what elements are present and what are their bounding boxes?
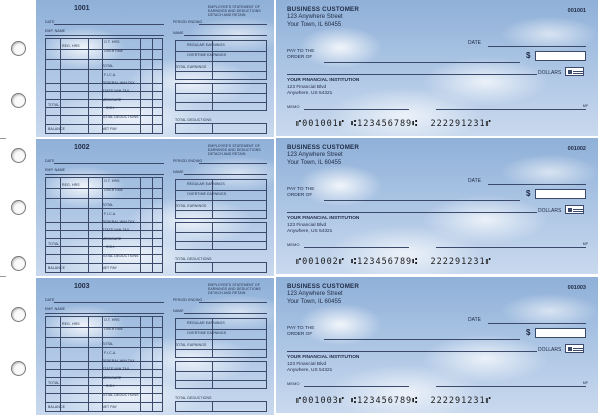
memo-line[interactable] [304, 386, 409, 387]
stub-total-deductions: TOTAL DEDUCTIONS [102, 115, 139, 119]
check-number: 001002 [567, 146, 586, 152]
stub-total-deductions-right: TOTAL DEDUCTIONS [175, 118, 212, 122]
stub-total-deductions: TOTAL DEDUCTIONS [102, 254, 139, 258]
payee-line[interactable] [324, 339, 520, 340]
customer-city: Your Town, IL 60455 [287, 160, 342, 166]
stub-sdi: S.D.I. [106, 384, 116, 388]
pay-stub [36, 139, 274, 277]
stub-date-label: DATE [45, 159, 55, 163]
stub-period-line [199, 24, 267, 25]
stub-name2-label: NAME [173, 170, 184, 174]
micr-line: ⑈001003⑈ ⑆123456789⑆ 222291231⑈ [296, 396, 492, 406]
stub-name2-line [184, 174, 267, 175]
stub-fica: F.I.C.A. [104, 212, 117, 216]
stub-federal: FEDERAL W/H TAX [102, 81, 135, 85]
stub-date-line [54, 302, 164, 303]
stub-overtime-earnings: OVERTIME EARNINGS [187, 192, 227, 196]
payee-line[interactable] [324, 200, 520, 201]
stub-total-earnings: TOTAL EARNINGS [175, 65, 207, 69]
stub-date-line [54, 24, 164, 25]
customer-city: Your Town, IL 60455 [287, 299, 342, 305]
memo-label: MEMO [287, 104, 300, 109]
stub-total-left: TOTAL [48, 381, 60, 385]
stub-right-grid-mid [175, 361, 267, 389]
date-line[interactable] [488, 323, 586, 324]
stub-sdi: S.D.I. [106, 106, 116, 110]
stub-medicare: MEDICARE [102, 237, 122, 241]
dollar-sign: $ [526, 51, 531, 60]
stub-total-deductions-right: TOTAL DEDUCTIONS [175, 257, 212, 261]
stub-ot-hrs: O.T. HRS [104, 179, 120, 183]
pay-to-label [287, 326, 314, 338]
signature-line[interactable] [436, 386, 586, 387]
dollar-sign: $ [526, 328, 531, 337]
stub-balance: BALANCE [48, 405, 66, 409]
binder-hole [11, 93, 26, 108]
bank-city: Anywhere, US 54321 [287, 229, 333, 234]
date-label: DATE [468, 40, 481, 46]
customer-street: 123 Anywhere Street [287, 152, 343, 158]
order-of-text: ORDER OF [287, 332, 313, 337]
stub-name2-line [184, 35, 267, 36]
stub-period-label: PERIOD ENDING [173, 298, 203, 302]
stub-state: STATE W/H TAX [102, 89, 130, 93]
stub-reg-hrs: REG. HRS [62, 44, 80, 48]
stub-regular-earnings: REGULAR EARNINGS [187, 182, 225, 186]
memo-line[interactable] [304, 247, 409, 248]
bank-street: 123 Financial Blvd [287, 223, 327, 228]
binder-hole [11, 41, 26, 56]
stub-period-line [199, 302, 267, 303]
memo-label: MEMO [287, 381, 300, 386]
customer-name: BUSINESS CUSTOMER [287, 283, 360, 290]
customer-street: 123 Anywhere Street [287, 291, 343, 297]
stub-number: 1003 [74, 283, 90, 290]
stub-regular-earnings: REGULAR EARNINGS [187, 43, 225, 47]
stub-name2-line [184, 313, 267, 314]
stub-fica: F.I.C.A. [104, 73, 117, 77]
stub-date-line [54, 163, 164, 164]
stub-medicare: MEDICARE [102, 98, 122, 102]
stub-total-earnings: TOTAL EARNINGS [175, 343, 207, 347]
stub-net-pay: NET PAY [102, 127, 118, 131]
stub-state: STATE W/H TAX [102, 367, 130, 371]
stub-period-label: PERIOD ENDING [173, 20, 203, 24]
stub-right-grid-bot [175, 401, 267, 412]
stub-overtime: OVERTIME [104, 188, 124, 192]
stub-total-earnings: TOTAL EARNINGS [175, 204, 207, 208]
binder-hole [11, 307, 26, 322]
micr-line: ⑈001001⑈ ⑆123456789⑆ 222291231⑈ [296, 119, 492, 129]
amount-box[interactable] [535, 51, 586, 61]
check-number: 001001 [567, 8, 586, 14]
stub-overtime: OVERTIME [104, 327, 124, 331]
order-of-text: ORDER OF [287, 55, 313, 60]
date-line[interactable] [488, 184, 586, 185]
binder-hole [11, 361, 26, 376]
pay-to-text: PAY TO THE [287, 49, 315, 54]
memo-label: MEMO [287, 242, 300, 247]
dollar-sign: $ [526, 189, 531, 198]
pay-to-label [287, 49, 314, 61]
stub-net-pay: NET PAY [102, 405, 118, 409]
security-lock-icon [565, 344, 584, 353]
bank-street: 123 Financial Blvd [287, 362, 327, 367]
stub-federal: FEDERAL W/H TAX [102, 220, 135, 224]
security-lock-icon [565, 67, 584, 76]
stub-overtime: OVERTIME [104, 49, 124, 53]
stub-name2-label: NAME [173, 309, 184, 313]
stub-header: EMPLOYEE'S STATEMENT OF EARNINGS AND DEDUCTIONS DETACH AND RETAIN [208, 5, 261, 17]
bank-street: 123 Financial Blvd [287, 85, 327, 90]
stub-reg-hrs: REG. HRS [62, 183, 80, 187]
pay-to-text: PAY TO THE [287, 326, 315, 331]
pay-stub [36, 278, 274, 416]
amount-words-line[interactable] [287, 351, 537, 352]
amount-words-line[interactable] [287, 74, 537, 75]
stub-overtime-earnings: OVERTIME EARNINGS [187, 331, 227, 335]
mp-label: MP [582, 104, 588, 108]
stub-reg-hrs: REG. HRS [62, 322, 80, 326]
bank-city: Anywhere, US 54321 [287, 91, 333, 96]
stub-medicare: MEDICARE [102, 376, 122, 380]
stub-federal: FEDERAL W/H TAX [102, 359, 135, 363]
customer-city: Your Town, IL 60455 [287, 22, 342, 28]
stub-right-grid-mid [175, 222, 267, 250]
dollars-label: DOLLARS [538, 70, 562, 76]
stub-number: 1002 [74, 144, 90, 151]
stub-right-grid-mid [175, 83, 267, 111]
dollars-label: DOLLARS [538, 208, 562, 214]
stub-header: EMPLOYEE'S STATEMENT OF EARNINGS AND DEDUCTIONS DETACH AND RETAIN [208, 283, 261, 295]
stub-number: 1001 [74, 5, 90, 12]
check-number: 001003 [567, 285, 586, 291]
binder-hole [11, 200, 26, 215]
signature-line[interactable] [436, 109, 586, 110]
stub-balance: BALANCE [48, 127, 66, 131]
stub-state: STATE W/H TAX [102, 228, 130, 232]
stub-total-deductions: TOTAL DEDUCTIONS [102, 393, 139, 397]
stub-right-grid-bot [175, 262, 267, 273]
stub-total: TOTAL [102, 64, 114, 68]
date-line[interactable] [488, 46, 586, 47]
stub-net-pay: NET PAY [102, 266, 118, 270]
check [276, 277, 598, 413]
bank-name: YOUR FINANCIAL INSTITUTION [287, 78, 360, 83]
security-lock-icon [565, 205, 584, 214]
stub-date-label: DATE [45, 298, 55, 302]
signature-line[interactable] [436, 247, 586, 248]
customer-name: BUSINESS CUSTOMER [287, 6, 360, 13]
stub-name-line [45, 174, 164, 175]
stub-ot-hrs: O.T. HRS [104, 40, 120, 44]
stub-name-line [45, 313, 164, 314]
stub-period-label: PERIOD ENDING [173, 159, 203, 163]
perforation-tick [0, 138, 6, 139]
bank-city: Anywhere, US 54321 [287, 368, 333, 373]
stub-header: EMPLOYEE'S STATEMENT OF EARNINGS AND DEDUCTIONS DETACH AND RETAIN [208, 144, 261, 156]
micr-line: ⑈001002⑈ ⑆123456789⑆ 222291231⑈ [296, 257, 492, 267]
mp-label: MP [582, 242, 588, 246]
mp-label: MP [582, 381, 588, 385]
binder-hole [11, 148, 26, 163]
stub-fica: F.I.C.A. [104, 351, 117, 355]
pay-stub [36, 0, 274, 138]
stub-period-line [199, 163, 267, 164]
amount-words-line[interactable] [287, 212, 537, 213]
stub-name2-label: NAME [173, 31, 184, 35]
memo-line[interactable] [304, 109, 409, 110]
bank-name: YOUR FINANCIAL INSTITUTION [287, 355, 360, 360]
binder-margin [0, 0, 36, 416]
order-of-text: ORDER OF [287, 193, 313, 198]
dollars-label: DOLLARS [538, 347, 562, 353]
stub-right-grid-bot [175, 123, 267, 134]
stub-emp-label: EMP. NAME [45, 168, 66, 172]
customer-name: BUSINESS CUSTOMER [287, 144, 360, 151]
stub-total: TOTAL [102, 342, 114, 346]
amount-box[interactable] [535, 189, 586, 199]
bank-name: YOUR FINANCIAL INSTITUTION [287, 216, 360, 221]
amount-box[interactable] [535, 328, 586, 338]
stub-emp-label: EMP. NAME [45, 29, 66, 33]
check [276, 0, 598, 136]
stub-name-line [45, 35, 164, 36]
stub-sdi: S.D.I. [106, 245, 116, 249]
pay-to-text: PAY TO THE [287, 187, 315, 192]
stub-regular-earnings: REGULAR EARNINGS [187, 321, 225, 325]
stub-emp-label: EMP. NAME [45, 307, 66, 311]
customer-street: 123 Anywhere Street [287, 14, 343, 20]
binder-hole [11, 256, 26, 271]
stub-date-label: DATE [45, 20, 55, 24]
date-label: DATE [468, 317, 481, 323]
check [276, 138, 598, 274]
stub-overtime-earnings: OVERTIME EARNINGS [187, 53, 227, 57]
stub-total-left: TOTAL [48, 242, 60, 246]
stub-total-deductions-right: TOTAL DEDUCTIONS [175, 396, 212, 400]
pay-to-label [287, 187, 314, 199]
stub-total-left: TOTAL [48, 103, 60, 107]
stub-total: TOTAL [102, 203, 114, 207]
date-label: DATE [468, 178, 481, 184]
perforation-tick [0, 276, 6, 277]
stub-balance: BALANCE [48, 266, 66, 270]
payee-line[interactable] [324, 62, 520, 63]
stub-ot-hrs: O.T. HRS [104, 318, 120, 322]
